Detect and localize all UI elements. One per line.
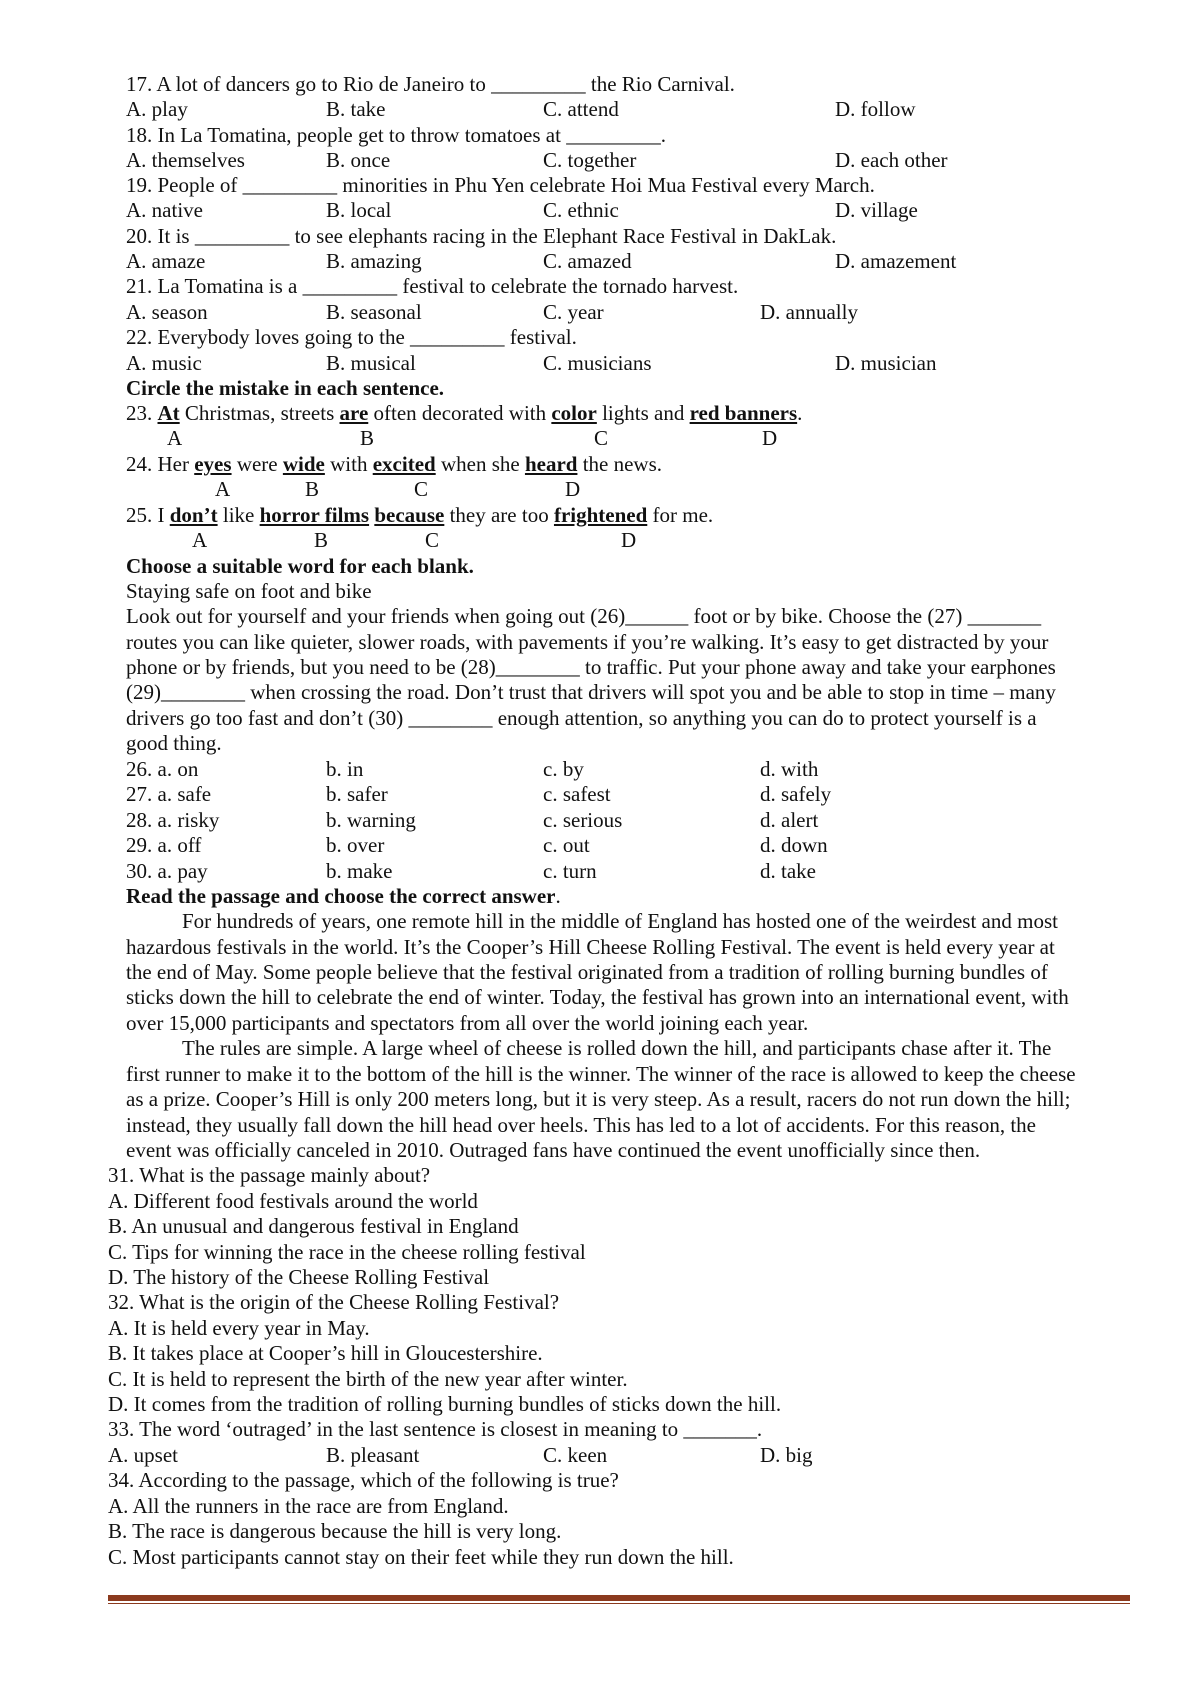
question-19-option-a: A. native — [126, 198, 203, 222]
q23-underlined-d: red banners — [689, 401, 798, 425]
question-32-option-b: B. It takes place at Cooper’s hill in Gloucestershire. — [108, 1341, 543, 1365]
passage-line: over 15,000 participants and spectators from all over the world joining each year. — [126, 1011, 809, 1035]
question-22-option-a: A. music — [126, 351, 202, 375]
question-34-option-b: B. The race is dangerous because the hill is very long. — [108, 1519, 562, 1543]
q23-label-d: D — [762, 426, 778, 450]
cloze-line: (29)________ when crossing the road. Don’t trust that drivers will spot you and be able to stop in time – many — [126, 680, 1056, 704]
q25-label-c: C — [425, 528, 440, 552]
question-21-option-d: D. annually — [760, 300, 858, 324]
question-19-option-d: D. village — [835, 198, 918, 222]
cloze-option-27-d: d. safely — [760, 782, 832, 806]
question-19-stem: 19. People of _________ minorities in Phu Yen celebrate Hoi Mua Festival every March. — [126, 173, 875, 197]
cloze-option-26-a: 26. a. on — [126, 757, 199, 781]
q24-underlined-c: excited — [372, 452, 436, 476]
cloze-option-29-a: 29. a. off — [126, 833, 202, 857]
question-22-option-b: B. musical — [326, 351, 416, 375]
question-20-option-c: C. amazed — [543, 249, 632, 273]
question-17-stem: 17. A lot of dancers go to Rio de Janeiro to _________ the Rio Carnival. — [126, 72, 735, 96]
q23-label-b: B — [360, 426, 375, 450]
question-18-option-a: A. themselves — [126, 148, 245, 172]
cloze-option-29-c: c. out — [543, 833, 590, 857]
question-31-option-a: A. Different food festivals around the world — [108, 1189, 478, 1213]
question-24-sentence: 24. Her eyes were wide with excited when she heard the news. — [126, 452, 663, 476]
q24-label-b: B — [305, 477, 320, 501]
question-31-option-d: D. The history of the Cheese Rolling Festival — [108, 1265, 490, 1289]
question-21-option-c: C. year — [543, 300, 604, 324]
question-21-option-a: A. season — [126, 300, 208, 324]
question-21-stem: 21. La Tomatina is a _________ festival to celebrate the tornado harvest. — [126, 274, 739, 298]
cloze-option-30-c: c. turn — [543, 859, 597, 883]
question-32-option-a: A. It is held every year in May. — [108, 1316, 370, 1340]
passage-line: For hundreds of years, one remote hill in the middle of England has hosted one of the weirdest and most — [182, 909, 1058, 933]
question-18-stem: 18. In La Tomatina, people get to throw tomatoes at _________. — [126, 123, 666, 147]
cloze-option-29-d: d. down — [760, 833, 828, 857]
question-33-option-d: D. big — [760, 1443, 813, 1467]
passage-line: sticks down the hill to celebrate the end of winter. Today, the festival has grown into an international event, with — [126, 985, 1069, 1009]
cloze-option-30-a: 30. a. pay — [126, 859, 208, 883]
passage-line: The rules are simple. A large wheel of cheese is rolled down the hill, and participants chase after it. The — [182, 1036, 1052, 1060]
question-18-option-b: B. once — [326, 148, 391, 172]
question-33-stem: 33. The word ‘outraged’ in the last sentence is closest in meaning to _______. — [108, 1417, 763, 1441]
question-20-stem: 20. It is _________ to see elephants racing in the Elephant Race Festival in DakLak. — [126, 224, 837, 248]
question-20-option-b: B. amazing — [326, 249, 422, 273]
q25-label-d: D — [621, 528, 637, 552]
question-19-option-b: B. local — [326, 198, 392, 222]
question-19-option-c: C. ethnic — [543, 198, 619, 222]
reading-section-heading: Read the passage and choose the correct answer. — [126, 884, 561, 908]
mistake-section-heading: Circle the mistake in each sentence. — [126, 376, 445, 400]
question-22-option-d: D. musician — [835, 351, 937, 375]
cloze-option-28-d: d. alert — [760, 808, 819, 832]
cloze-option-26-d: d. with — [760, 757, 819, 781]
cloze-option-26-c: c. by — [543, 757, 584, 781]
question-34-stem: 34. According to the passage, which of the following is true? — [108, 1468, 619, 1492]
question-25-sentence: 25. I don’t like horror films because they are too frightened for me. — [126, 503, 714, 527]
q25-label-b: B — [314, 528, 329, 552]
cloze-option-30-b: b. make — [326, 859, 393, 883]
cloze-line: routes you can like quieter, slower roads, with pavements if you’re walking. It’s easy to get distracted by your — [126, 630, 1049, 654]
question-34-option-a: A. All the runners in the race are from England. — [108, 1494, 509, 1518]
q24-label-c: C — [414, 477, 429, 501]
question-20-option-d: D. amazement — [835, 249, 957, 273]
q24-label-a: A — [215, 477, 231, 501]
passage-line: the end of May. Some people believe that the festival originated from a tradition of rolling burning bundles of — [126, 960, 1048, 984]
q25-underlined-a: don’t — [169, 503, 218, 527]
q23-label-a: A — [167, 426, 183, 450]
q24-underlined-b: wide — [282, 452, 325, 476]
cloze-line: good thing. — [126, 731, 222, 755]
cloze-line: drivers go too fast and don’t (30) ________ enough attention, so anything you can do to protect yourself is a — [126, 706, 1037, 730]
cloze-option-28-c: c. serious — [543, 808, 623, 832]
passage-line: first runner to make it to the bottom of the hill is the winner. The winner of the race is allowed to keep the cheese — [126, 1062, 1076, 1086]
q23-label-c: C — [594, 426, 609, 450]
question-22-stem: 22. Everybody loves going to the _________ festival. — [126, 325, 577, 349]
question-22-option-c: C. musicians — [543, 351, 652, 375]
q23-underlined-c: color — [551, 401, 597, 425]
question-31-option-b: B. An unusual and dangerous festival in England — [108, 1214, 519, 1238]
cloze-line: Look out for yourself and your friends when going out (26)______ foot or by bike. Choose the (27) _______ — [126, 604, 1042, 628]
cloze-option-27-c: c. safest — [543, 782, 611, 806]
question-17-option-a: A. play — [126, 97, 188, 121]
question-17-option-c: C. attend — [543, 97, 619, 121]
cloze-option-27-a: 27. a. safe — [126, 782, 212, 806]
question-33-option-a: A. upset — [108, 1443, 178, 1467]
question-23-sentence: 23. At Christmas, streets are often decorated with color lights and red banners. — [126, 401, 803, 425]
question-31-option-c: C. Tips for winning the race in the cheese rolling festival — [108, 1240, 586, 1264]
q23-underlined-b: are — [339, 401, 369, 425]
q25-underlined-d: frightened — [553, 503, 648, 527]
passage-line: hazardous festivals in the world. It’s the Cooper’s Hill Cheese Rolling Festival. The event is held every year at — [126, 935, 1055, 959]
q24-label-d: D — [565, 477, 581, 501]
question-21-option-b: B. seasonal — [326, 300, 422, 324]
cloze-option-28-a: 28. a. risky — [126, 808, 220, 832]
passage-line: event was officially canceled in 2010. Outraged fans have continued the event unofficially since then. — [126, 1138, 981, 1162]
question-18-option-c: C. together — [543, 148, 637, 172]
passage-line: as a prize. Cooper’s Hill is only 200 meters long, but it is very steep. As a result, racers do not run down the hill; — [126, 1087, 1071, 1111]
q24-underlined-a: eyes — [194, 452, 232, 476]
question-20-option-a: A. amaze — [126, 249, 206, 273]
cloze-option-28-b: b. warning — [326, 808, 416, 832]
question-32-option-d: D. It comes from the tradition of rolling burning bundles of sticks down the hill. — [108, 1392, 782, 1416]
q24-underlined-d: heard — [524, 452, 578, 476]
question-32-option-c: C. It is held to represent the birth of the new year after winter. — [108, 1367, 628, 1391]
question-17-option-d: D. follow — [835, 97, 916, 121]
q25-underlined-c: because — [374, 503, 445, 527]
question-32-stem: 32. What is the origin of the Cheese Rolling Festival? — [108, 1290, 560, 1314]
cloze-option-27-b: b. safer — [326, 782, 388, 806]
cloze-section-heading: Choose a suitable word for each blank. — [126, 554, 474, 578]
question-33-option-b: B. pleasant — [326, 1443, 420, 1467]
cloze-line: phone or by friends, but you need to be (28)________ to traffic. Put your phone away and take your earphones — [126, 655, 1056, 679]
question-31-stem: 31. What is the passage mainly about? — [108, 1163, 431, 1187]
question-18-option-d: D. each other — [835, 148, 948, 172]
cloze-option-29-b: b. over — [326, 833, 385, 857]
q25-label-a: A — [192, 528, 208, 552]
cloze-option-30-d: d. take — [760, 859, 816, 883]
question-33-option-c: C. keen — [543, 1443, 608, 1467]
footer-divider — [108, 1595, 1130, 1604]
question-34-option-c: C. Most participants cannot stay on their feet while they run down the hill. — [108, 1545, 734, 1569]
cloze-option-26-b: b. in — [326, 757, 364, 781]
cloze-title: Staying safe on foot and bike — [126, 579, 372, 603]
question-17-option-b: B. take — [326, 97, 386, 121]
passage-line: instead, they usually fall down the hill head over heels. This has led to a lot of accidents. For this reason, the — [126, 1113, 1036, 1137]
q23-underlined-a: At — [157, 401, 180, 425]
q25-underlined-b: horror films — [259, 503, 370, 527]
